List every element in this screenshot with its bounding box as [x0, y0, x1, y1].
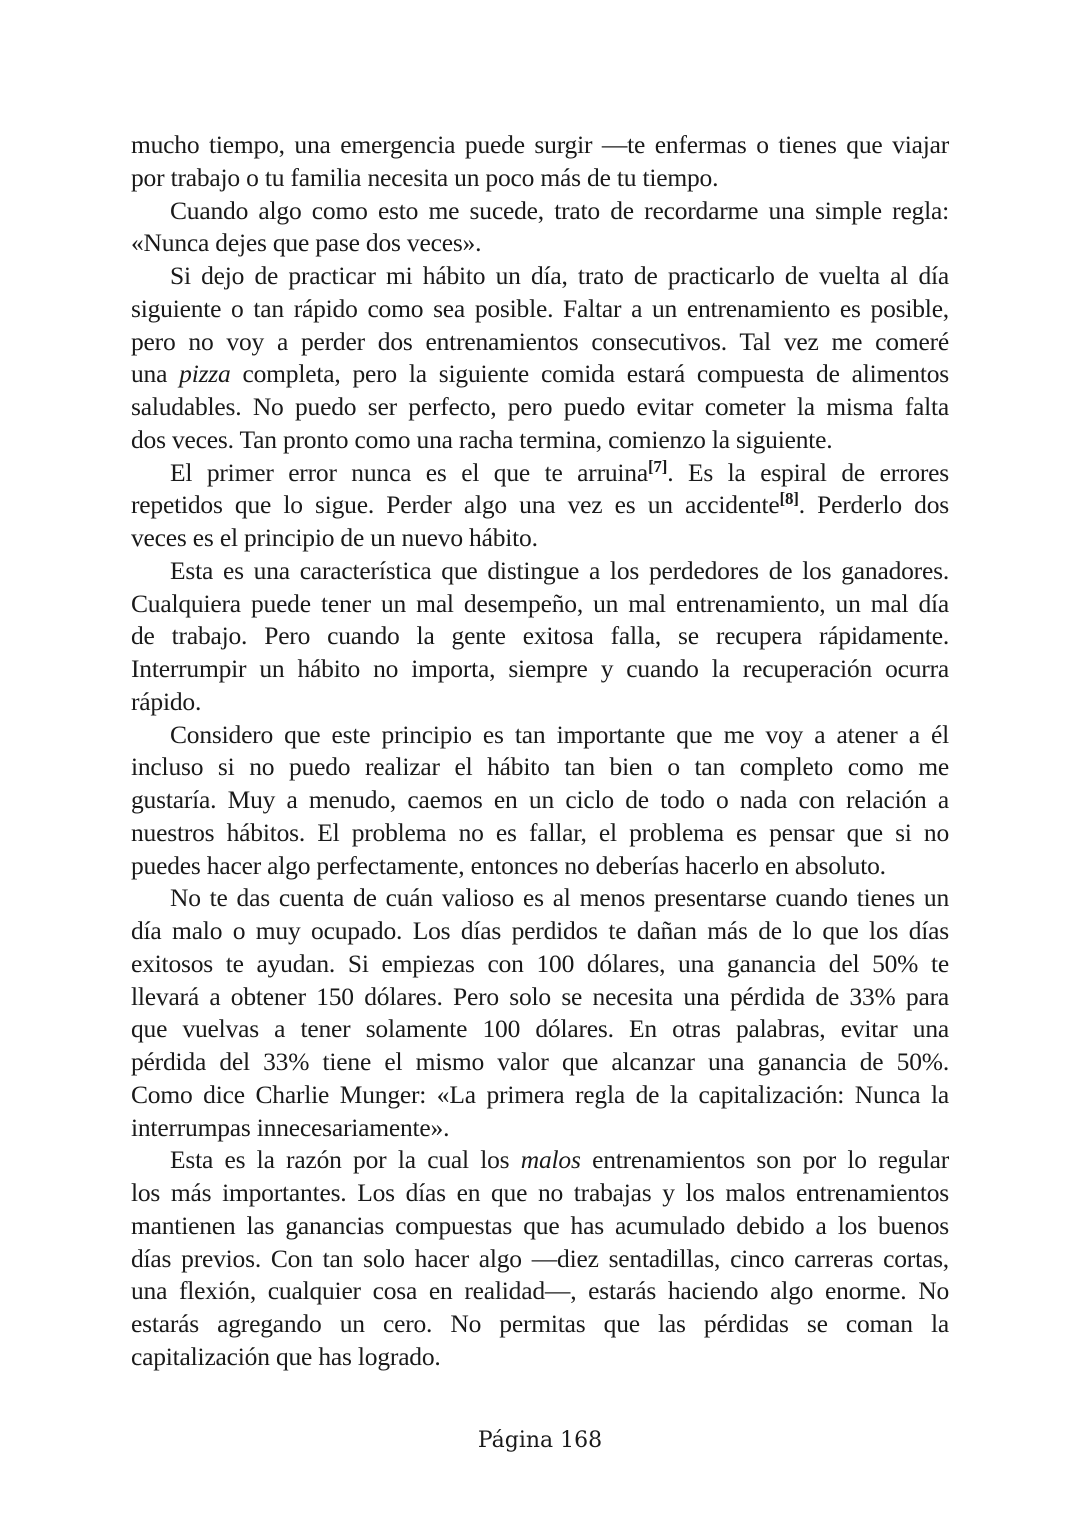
- text-line: [131, 653, 949, 686]
- page-number: Página 168: [477, 1428, 603, 1453]
- text-segment: rápido.: [131, 686, 202, 716]
- text-segment: nuestros hábitos. El problema no es fallar, el problema es pensar que si no: [131, 817, 949, 847]
- text-segment: Cualquiera puede tener un mal desempeño, un mal entrenamiento, un mal día: [131, 588, 949, 618]
- text-segment: una: [131, 359, 180, 389]
- text-segment: gustaría. Muy a menudo, caemos en un ciclo de todo o nada con relación a: [131, 785, 949, 814]
- text-segment: mantienen las ganancias compuestas que has acumulado debido a los buenos: [131, 1210, 949, 1240]
- text-segment: pero no voy a perder dos entrenamientos consecutivos. Tal vez me comeré: [131, 326, 949, 356]
- text-line: [131, 293, 949, 326]
- document-body: [131, 129, 949, 1374]
- text-segment: por trabajo o tu familia necesita un poco más de tu tiempo.: [131, 162, 719, 192]
- text-segment: Esta es una característica que distingue a los perdedores de los ganadores.: [170, 555, 949, 585]
- text-segment: los más importantes. Los días en que no trabajas y los malos entrenamientos: [131, 1178, 949, 1207]
- text-segment: entrenamientos son por lo regular: [580, 1145, 950, 1175]
- text-segment: llevará a obtener 150 dólares. Pero solo se necesita una pérdida de 33% para: [131, 981, 949, 1011]
- text-segment: Como dice Charlie Munger: «La primera regla de la capitalización: Nunca la: [131, 1079, 949, 1109]
- text-line: [131, 162, 949, 195]
- text-line: [131, 817, 949, 850]
- text-line: [131, 489, 949, 522]
- text-segment: una flexión, cualquier cosa en realidad—, estarás haciendo algo enorme. No: [131, 1276, 949, 1306]
- text-segment: El primer error nunca es el que te arruina: [170, 457, 648, 487]
- text-segment: saludables. No puedo ser perfecto, pero puedo evitar cometer la misma falta: [131, 392, 949, 421]
- text-segment: exitosos te ayudan. Si empiezas con 100 dólares, una ganancia del 50% te: [131, 948, 949, 978]
- text-line: [131, 784, 949, 817]
- text-segment: veces es el principio de un nuevo hábito.: [131, 523, 538, 552]
- text-line: [131, 1046, 949, 1079]
- italic-text: malos: [520, 1145, 581, 1175]
- text-line: [131, 227, 949, 260]
- footnote-reference-link[interactable]: [8]: [779, 489, 799, 509]
- paragraph-first-line: [131, 719, 949, 752]
- text-line: [131, 522, 949, 555]
- text-segment: incluso si no puedo realizar el hábito tan bien o tan completo como me: [131, 752, 949, 782]
- footnote-reference-link[interactable]: [7]: [647, 456, 668, 476]
- text-segment: día malo o muy ocupado. Los días perdidos te dañan más de lo que los días: [131, 916, 949, 945]
- paragraph-first-line: [131, 457, 949, 490]
- text-line: [131, 1079, 949, 1112]
- text-line: [131, 751, 949, 784]
- text-segment: días previos. Con tan solo hacer algo —diez sentadillas, cinco carreras cortas,: [131, 1243, 949, 1273]
- text-segment: Cuando algo como esto me sucede, trato de recordarme una simple regla:: [170, 195, 949, 225]
- text-line: [131, 948, 949, 981]
- paragraph-first-line: [131, 1144, 949, 1177]
- text-line: [131, 326, 949, 359]
- text-line: [131, 424, 949, 457]
- text-line: [131, 391, 949, 424]
- text-line: [131, 1210, 949, 1243]
- text-line: [131, 1243, 949, 1276]
- text-segment: Interrumpir un hábito no importa, siempre y cuando la recuperación ocurra: [131, 654, 949, 683]
- italic-text: pizza: [179, 359, 231, 389]
- text-segment: mucho tiempo, una emergencia puede surgir —te enfermas o tienes que viajar: [131, 130, 949, 159]
- text-segment: «Nunca dejes que pase dos veces».: [131, 228, 482, 258]
- text-segment: Esta es la razón por la cual los: [170, 1145, 521, 1175]
- text-segment: completa, pero la siguiente comida estará compuesta de alimentos: [230, 359, 949, 389]
- text-line: [131, 686, 949, 719]
- text-segment: estarás agregando un cero. No permitas que las pérdidas se coman la: [131, 1309, 949, 1338]
- text-segment: Considero que este principio es tan importante que me voy a atener a él: [170, 719, 949, 749]
- text-segment: dos veces. Tan pronto como una racha termina, comienzo la siguiente.: [131, 424, 833, 454]
- text-segment: de trabajo. Pero cuando la gente exitosa falla, se recupera rápidamente.: [131, 621, 949, 651]
- text-segment: repetidos que lo sigue. Perder algo una vez es un accidente: [131, 490, 780, 520]
- text-segment: siguiente o tan rápido como sea posible. Faltar a un entrenamiento es posible,: [131, 293, 949, 323]
- paragraph-first-line: [131, 260, 949, 293]
- text-segment: pérdida del 33% tiene el mismo valor que alcanzar una ganancia de 50%.: [131, 1047, 949, 1076]
- text-segment: puedes hacer algo perfectamente, entonces no deberías hacerlo en absoluto.: [131, 850, 886, 880]
- text-line: [131, 588, 949, 621]
- text-line: [131, 1341, 949, 1374]
- text-segment: No te das cuenta de cuán valioso es al menos presentarse cuando tienes un: [170, 883, 949, 913]
- text-line: [131, 1112, 949, 1145]
- text-segment: que vuelvas a tener solamente 100 dólares. En otras palabras, evitar una: [131, 1014, 949, 1044]
- text-line: [131, 620, 949, 653]
- text-segment: capitalización que has logrado.: [131, 1341, 441, 1371]
- paragraph-first-line: [131, 555, 949, 588]
- text-segment: interrumpas innecesariamente».: [131, 1112, 450, 1142]
- paragraph-first-line: [131, 882, 949, 915]
- text-line: [131, 1013, 949, 1046]
- text-segment: . Es la espiral de errores: [667, 457, 949, 487]
- paragraph-first-line: [131, 195, 949, 228]
- text-line: [131, 1308, 949, 1341]
- text-line: [131, 915, 949, 948]
- text-line: [131, 850, 949, 883]
- text-segment: . Perderlo dos: [798, 490, 949, 520]
- text-line: [131, 129, 949, 162]
- text-line: [131, 358, 949, 391]
- text-line: [131, 981, 949, 1014]
- text-line: [131, 1177, 949, 1210]
- text-line: [131, 1275, 949, 1308]
- text-segment: Si dejo de practicar mi hábito un día, trato de practicarlo de vuelta al día: [170, 261, 949, 290]
